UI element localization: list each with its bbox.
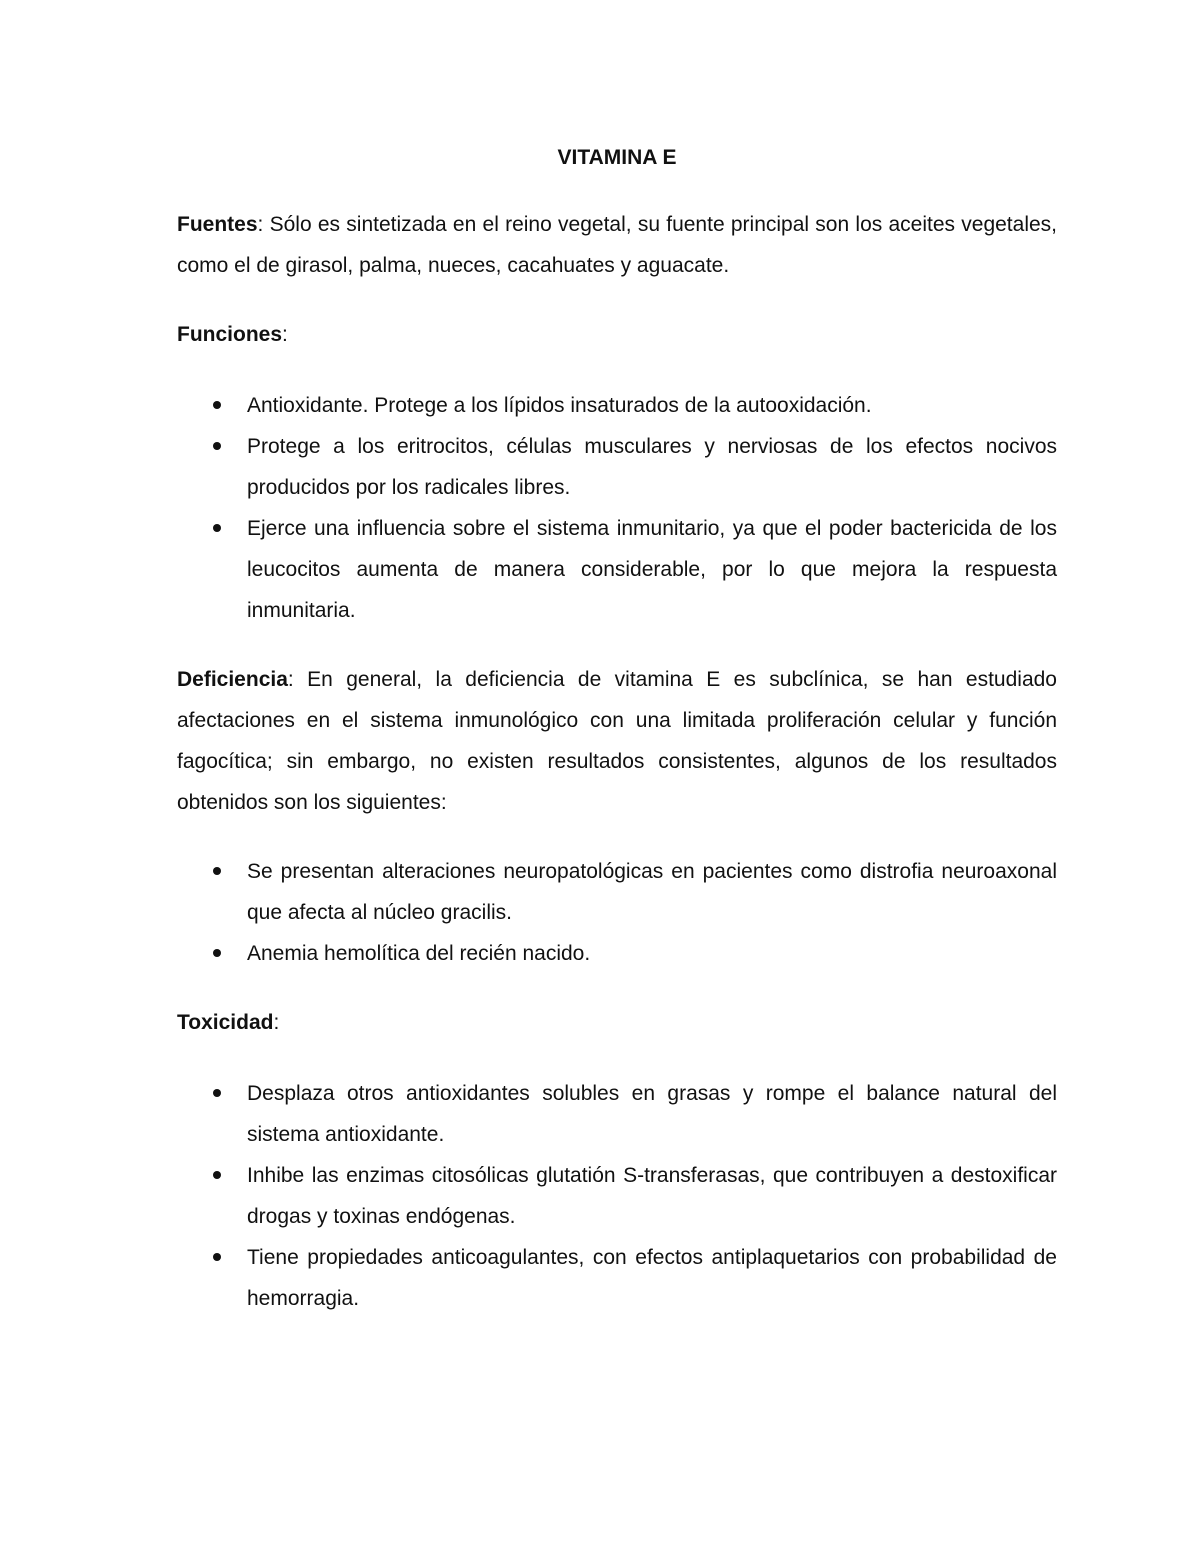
deficiencia-list [177,851,1057,974]
list-item [177,1155,1057,1237]
funciones-heading [177,314,1057,355]
bullet-icon [213,1089,221,1097]
bullet-icon [213,524,221,532]
list-item-text: Protege a los eritrocitos, células musculares y nerviosas de los efectos nocivos producidos por los radicales libres. [247,435,1057,499]
list-item [177,933,1057,974]
list-item-text: Inhibe las enzimas citosólicas glutatión S-transferasas, que contribuyen a destoxificar drogas y toxinas endógenas. [247,1164,1057,1228]
deficiencia-colon: : [287,668,294,691]
toxicidad-colon: : [273,1011,280,1034]
fuentes-text: Sólo es sintetizada en el reino vegetal, su fuente principal son los aceites vegetales, como el de girasol, palma, nueces, cacahuates y aguacate. [177,213,1057,277]
fuentes-label: Fuentes [177,213,258,236]
toxicidad-list [177,1073,1057,1319]
list-item [177,426,1057,508]
toxicidad-heading [177,1002,1057,1043]
fuentes-colon: : [257,213,264,236]
list-item-text: Ejerce una influencia sobre el sistema inmunitario, ya que el poder bactericida de los leucocitos aumenta de manera considerable, por lo que mejora la respuesta inmunitaria. [247,517,1057,622]
list-item [177,851,1057,933]
list-item-text: Se presentan alteraciones neuropatológicas en pacientes como distrofia neuroaxonal que afecta al núcleo gracilis. [247,860,1057,924]
bullet-icon [213,1253,221,1261]
document-content [177,140,1057,1347]
list-item-text: Anemia hemolítica del recién nacido. [247,942,591,965]
funciones-list [177,385,1057,631]
funciones-colon: : [282,323,288,346]
bullet-icon [213,1171,221,1179]
deficiencia-text: En general, la deficiencia de vitamina E es subclínica, se han estudiado afectaciones en el sistema inmunológico con una limitada proliferación celular y función fagocítica; sin embargo, no existen resultados consistentes, algunos de los resultados obtenidos son los siguientes: [177,668,1057,814]
bullet-icon [213,949,221,957]
list-item [177,1073,1057,1155]
list-item-text: Antioxidante. Protege a los lípidos insaturados de la autooxidación. [247,394,872,417]
bullet-icon [213,867,221,875]
bullet-icon [213,401,221,409]
list-item [177,1237,1057,1319]
toxicidad-label: Toxicidad [177,1011,274,1034]
list-item [177,385,1057,426]
deficiencia-paragraph [177,659,1057,823]
list-item-text: Desplaza otros antioxidantes solubles en grasas y rompe el balance natural del sistema antioxidante. [247,1082,1057,1146]
fuentes-paragraph [177,204,1057,286]
list-item [177,508,1057,631]
bullet-icon [213,442,221,450]
funciones-label: Funciones [177,323,283,346]
list-item-text: Tiene propiedades anticoagulantes, con efectos antiplaquetarios con probabilidad de hemorragia. [247,1246,1057,1310]
document-title: VITAMINA E [557,146,677,169]
deficiencia-label: Deficiencia [177,668,288,691]
